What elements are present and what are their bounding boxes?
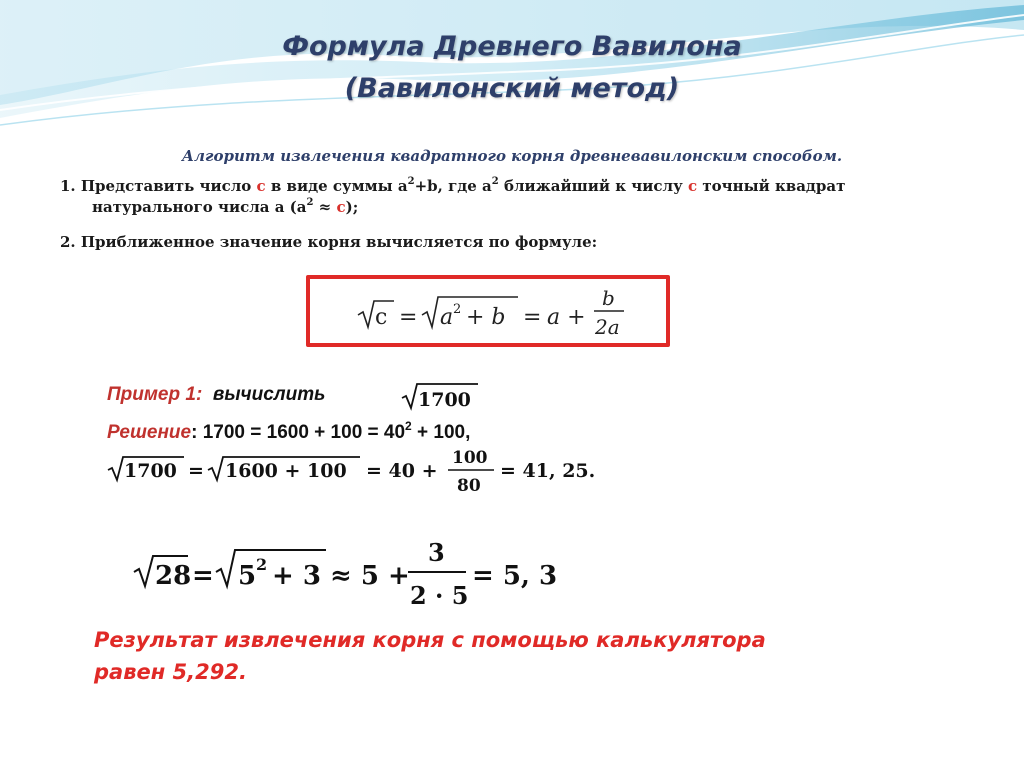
step-1-text: точный квадрат xyxy=(697,177,846,195)
highlight-c: с xyxy=(256,177,266,195)
ex2-approx: ≈ 5 + xyxy=(330,561,410,591)
calculator-result xyxy=(94,624,894,688)
formula-eq: = xyxy=(523,305,542,330)
highlight-c: с xyxy=(687,177,698,195)
result-line-2: равен 5,292. xyxy=(94,660,247,684)
formula-denominator: 2a xyxy=(595,315,620,339)
ex2-exp: 2 xyxy=(256,555,268,574)
formula-numerator: b xyxy=(602,286,615,310)
formula-box xyxy=(306,275,670,347)
ex2-denominator: 2 · 5 xyxy=(410,581,469,610)
calc-eq: = xyxy=(188,460,204,482)
calc-numerator: 100 xyxy=(452,448,488,468)
calc-mid: = 40 + xyxy=(366,460,438,482)
step-1 xyxy=(60,176,960,218)
ex2-result: = 5, 3 xyxy=(472,561,558,591)
ex2-eq: = xyxy=(192,561,214,591)
step-1-text: ближайший к числу xyxy=(498,177,688,195)
example-label: Пример 1: xyxy=(107,384,203,405)
solution-text: + 100, xyxy=(411,422,471,443)
example-radicand: 1700 xyxy=(418,389,471,411)
ex2-plus3: + 3 xyxy=(272,561,321,591)
example-2-calculation xyxy=(130,534,560,614)
formula-a: a xyxy=(440,305,454,330)
result-line-1: Результат извлечения корня с помощью калькулятора xyxy=(94,628,766,652)
example-1-task xyxy=(107,384,325,406)
solution-label: Решение xyxy=(107,422,192,443)
ex2-numerator: 3 xyxy=(428,538,445,567)
ex2-base: 5 xyxy=(238,561,257,591)
example-1-solution xyxy=(107,418,471,444)
step-1-text: ≈ xyxy=(313,198,337,216)
ex2-radicand: 28 xyxy=(155,561,192,591)
slide-title xyxy=(0,26,1024,110)
step-1-text: 1. Представить число xyxy=(60,177,257,195)
step-1-line-2 xyxy=(60,197,960,218)
step-1-text: натурального числа а (а xyxy=(92,198,307,216)
formula-eq: = xyxy=(399,305,418,330)
step-1-text: в виде суммы а xyxy=(265,177,408,195)
step-2: 2. Приближенное значение корня вычисляется по формуле: xyxy=(60,233,598,251)
step-1-text: +b, где а xyxy=(414,177,492,195)
formula-exp: 2 xyxy=(453,302,462,317)
solution-text: : 1700 = 1600 + 100 = 40 xyxy=(191,422,406,443)
example-radical xyxy=(398,380,488,412)
babylonian-formula xyxy=(310,279,666,343)
superscript: 2 xyxy=(407,176,415,187)
title-line-1: Формула Древнего Вавилона xyxy=(282,31,742,62)
superscript: 2 xyxy=(405,418,412,433)
calc-radicand-2: 1600 + 100 xyxy=(225,460,347,482)
example-verb: вычислить xyxy=(212,384,326,405)
step-1-text: ); xyxy=(345,198,359,216)
title-line-2: (Вавилонский метод) xyxy=(344,73,680,104)
formula-c: c xyxy=(375,305,388,330)
highlight-c: с xyxy=(336,198,346,216)
superscript: 2 xyxy=(491,176,499,187)
formula-plus-b: + b xyxy=(466,305,506,330)
calc-radicand-1: 1700 xyxy=(124,460,177,482)
example-1-calculation xyxy=(104,444,614,496)
calc-denominator: 80 xyxy=(457,476,481,496)
algorithm-heading: Алгоритм извлечения квадратного корня древневавилонским способом. xyxy=(181,147,843,165)
formula-a-plus: a + xyxy=(547,305,586,330)
calc-result: = 41, 25. xyxy=(500,460,596,482)
superscript: 2 xyxy=(306,197,314,208)
